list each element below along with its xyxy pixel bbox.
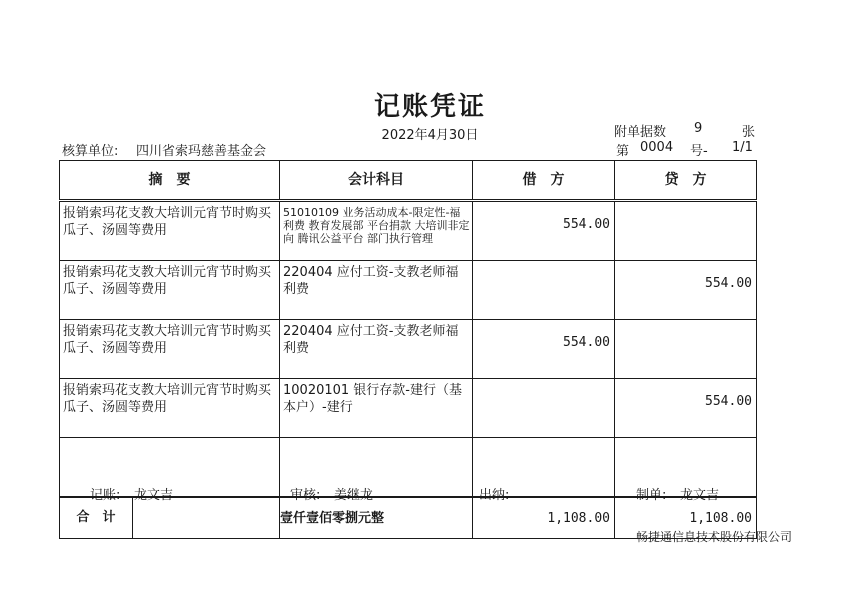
bookkeeper-label: 记账: <box>90 488 121 503</box>
voucher-title: 记账凭证 <box>373 92 486 122</box>
voucher-table <box>59 160 757 539</box>
voucher-date: 2022年4月30日 <box>381 128 479 143</box>
voucher-number: 0004 <box>640 140 674 155</box>
header-subject: 会计科目 <box>280 161 473 201</box>
row-credit <box>615 320 757 379</box>
table-row <box>60 261 757 320</box>
bookkeeper-name: 龙文吉 <box>134 488 174 503</box>
preparer-label: 制单: <box>636 488 667 503</box>
row-summary: 报销索玛花支教大培训元宵节时购买瓜子、汤圆等费用 <box>60 201 280 261</box>
attachments-count: 9 <box>694 121 703 136</box>
row-debit <box>473 261 615 320</box>
attachments-unit: 张 <box>742 125 756 140</box>
row-debit: 554.00 <box>473 201 615 261</box>
row-subject: 51010109 业务活动成本-限定性-福利费 教育发展部 平台捐款 大培训非定向 腾讯公益平台 部门执行管理 <box>280 201 473 261</box>
total-words: 壹仟壹佰零捌元整 <box>280 497 473 539</box>
reviewer-label: 审核: <box>290 488 321 503</box>
row-subject: 10020101 银行存款-建行（基本户）-建行 <box>280 379 473 438</box>
row-credit: 554.00 <box>615 261 757 320</box>
row-subject: 220404 应付工资-支教老师福利费 <box>280 261 473 320</box>
unit-label: 核算单位: <box>62 144 119 159</box>
row-credit <box>615 201 757 261</box>
preparer-name: 龙文吉 <box>680 488 720 503</box>
page-indicator: 1/1 <box>732 140 753 155</box>
table-header <box>60 161 757 201</box>
unit-name: 四川省索玛慈善基金会 <box>136 144 267 159</box>
voucher-prefix: 第 <box>616 144 630 159</box>
attachments-label: 附单据数 <box>614 125 667 140</box>
header-credit: 贷 方 <box>615 161 757 201</box>
row-subject: 220404 应付工资-支教老师福利费 <box>280 320 473 379</box>
reviewer-name: 姜继龙 <box>334 488 374 503</box>
row-credit: 554.00 <box>615 379 757 438</box>
header-debit: 借 方 <box>473 161 615 201</box>
row-debit: 554.00 <box>473 320 615 379</box>
footer-company: 畅捷通信息技术股份有限公司 <box>635 530 792 544</box>
row-summary: 报销索玛花支教大培训元宵节时购买瓜子、汤圆等费用 <box>60 320 280 379</box>
total-label: 合 计 <box>60 498 133 538</box>
row-summary: 报销索玛花支教大培训元宵节时购买瓜子、汤圆等费用 <box>60 261 280 320</box>
voucher-suffix: 号- <box>690 144 708 159</box>
row-summary: 报销索玛花支教大培训元宵节时购买瓜子、汤圆等费用 <box>60 379 280 438</box>
table-row <box>60 320 757 379</box>
table-row <box>60 379 757 438</box>
header-summary: 摘 要 <box>60 161 280 201</box>
row-debit <box>473 379 615 438</box>
cashier-label: 出纳: <box>479 488 510 503</box>
total-debit: 1,108.00 <box>473 497 615 539</box>
total-summary-cell <box>60 497 280 539</box>
table-row <box>60 201 757 261</box>
total-credit: 1,108.00 <box>615 497 757 539</box>
